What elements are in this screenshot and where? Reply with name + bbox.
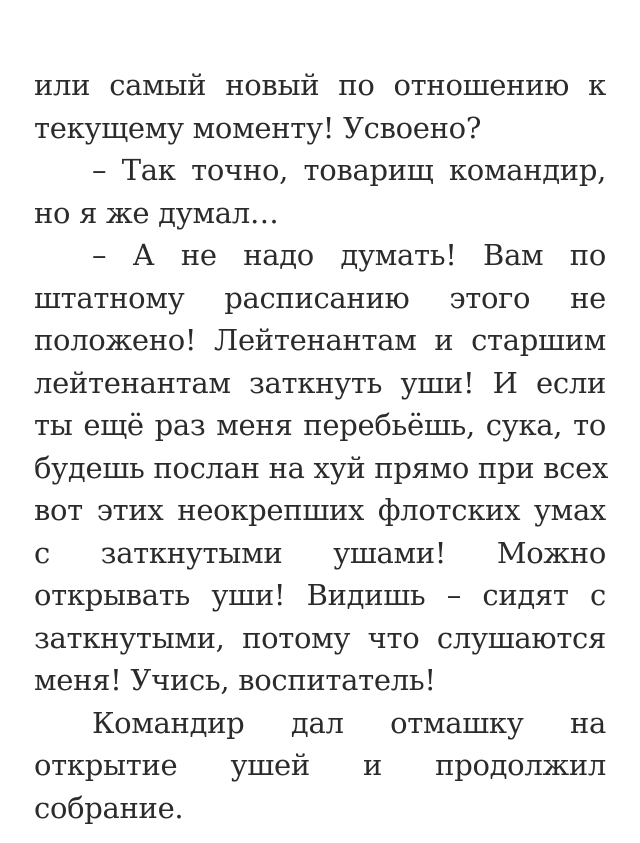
text-line: открытие ушей и продолжил [34,748,606,782]
text-line: меня! Учись, воспитатель! [34,663,436,697]
text-line: заткнутыми, потому что слушаются [34,620,606,655]
text-line: ты ещё раз меня перебьёшь, сука, то [34,408,606,442]
text-line: но я же думал… [34,195,279,230]
text-line: вот этих неокрепших флотских умах [34,493,606,527]
text-line: – А не надо думать! Вам по [92,238,606,272]
text-line: штатному расписанию этого не [34,280,606,315]
text-line: положено! Лейтенантам и старшим [34,323,606,357]
paragraph [34,702,606,830]
paragraph [34,64,606,149]
text-line: или самый новый по отношению к [34,68,606,102]
text-line: лейтенантам заткнуть уши! И если [34,365,606,400]
text-line: с заткнутыми ушами! Можно [34,535,606,570]
text-line: открывать уши! Видишь – сидят с [34,578,606,612]
text-line: текущему моменту! Усвоено? [34,110,482,145]
text-line: будешь послан на хуй прямо при всех [34,450,609,485]
text-line: Командир дал отмашку на [92,705,606,740]
text-body [34,64,609,829]
text-line: – Так точно, товарищ командир, [92,153,606,187]
paragraph [34,149,606,234]
text-line: собрание. [34,790,184,825]
paragraph [34,234,609,702]
